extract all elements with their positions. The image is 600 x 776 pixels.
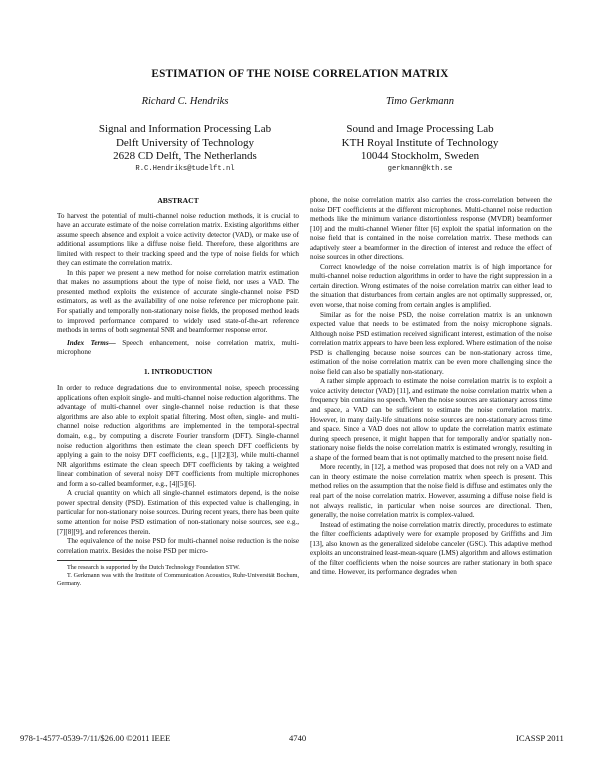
author-2-affiliation: [280, 123, 560, 164]
body-paragraph: phone, the noise correlation matrix also carries the cross-correlation between the noise DFT coefficients at the different microphones. Multi-channel noise reduction methods like the minimum variance distortionless response (MVDR) beamformer [10] and the multi-channel Wiener filter [6] exploit the spatial information on the noise field that is contained in the noise correlation matrix. These methods can adaptively steer a beamformer in the direction of interest and reduce the effect of noise sources in other directions.: [310, 196, 552, 262]
right-column: [310, 196, 552, 578]
body-paragraph: Similar as for the noise PSD, the noise correlation matrix is an unknown expected value that needs to be estimated from the noisy microphone signals. Although noise PSD estimation received significant interest, estimation of the noise correlation matrix appears to have been less explored. Where estimation of the noise PSD is challenging because noise sources can be non-stationary across time, estimation of the noise correlation matrix can be even more challenging since the noise field can also be spatially non-stationary.: [310, 310, 552, 376]
author-2-lab: Sound and Image Processing Lab: [346, 123, 494, 135]
index-terms-text: Speech enhancement, noise correlation matrix, multi-microphone: [57, 338, 299, 357]
body-paragraph: Instead of estimating the noise correlation matrix directly, procedures to estimate the filter coefficients adaptively were for example proposed by Griffiths and Jim [13], also known as the generalized sidelobe canceler (GSC). This adaptive method exploits an unconstrained least-mean-square (LMS) algorithm and allows estimation of the filter coefficients when the noise sources are rather stationary in both space and time. However, its performance degrades when: [310, 520, 552, 577]
author-1-university: Delft University of Technology: [115, 136, 255, 149]
page-number: 4740: [289, 733, 307, 743]
abstract-paragraph: To harvest the potential of multi-channel noise reduction methods, it is crucial to have an accurate estimate of the noise correlation matrix. Existing algorithms either assume speech absence and exploit a voice activity detector (VAD), or make use of additional assumptions like a diffuse noise field. Therefore, these algorithms are limited with respect to their tracking speed and the type of noise fields for which they can estimate the correlation matrix.: [57, 211, 299, 268]
body-paragraph: More recently, in [12], a method was proposed that does not rely on a VAD and can in theory estimate the noise correlation matrix when speech is present. This method relies on the assumption that the noise field is diffuse and estimates only the real part of the noise correlation matrix. However, assuming a diffuse noise field is not always realistic, in particular when noise sources are directional. Then, generally, the noise correlation matrix is complex-valued.: [310, 463, 552, 520]
paper-title: ESTIMATION OF THE NOISE CORRELATION MATRIX: [151, 68, 449, 80]
author-1-address: 2628 CD Delft, The Netherlands: [113, 150, 257, 162]
intro-paragraph: A crucial quantity on which all single-channel estimators depend, is the noise power spectral density (PSD). Estimation of this expected value is challenging, in particular for non-stationary noise sources. During recent years, there has been quite some attention for noise PSD estimation of non-stationary noise sources, see e.g., [7][8][9], and references therein.: [57, 489, 299, 536]
index-terms-label: Index Terms—: [67, 338, 116, 347]
abstract-paragraph: In this paper we present a new method for noise correlation matrix estimation that makes no assumptions about the type of noise field, nor uses a VAD. The presented method exploits the existence of accurate single-channel noise PSD estimators, as well as the availability of one noise reference per microphone pair. For spatially and temporally non-stationary noise fields, the proposed method leads to improved performance compared to widely used state-of-the-art reference methods in terms of both segmental SNR and beamformer response error.: [57, 268, 299, 335]
body-paragraph: Correct knowledge of the noise correlation matrix is of high importance for multi-channel noise reduction algorithms in order to have the right suppression in a certain direction. Wrong estimates of the noise correlation matrix can either lead to the situation that disturbances from certain angles are not optimally suppressed, or, even worse, that noise coming from certain angles is amplified.: [310, 262, 552, 310]
left-column: [57, 196, 299, 588]
footnote: T. Gerkmann was with the Institute of Communication Acoustics, Ruhr-Universität Bochum, Germany.: [57, 572, 299, 588]
footnote-rule: [57, 560, 137, 561]
footer-conference: ICASSP 2011: [516, 733, 564, 743]
author-2-email: gerkmann@kth.se: [387, 165, 453, 173]
intro-paragraph: The equivalence of the noise PSD for multi-channel noise reduction is the noise correlation matrix. Besides the noise PSD per micro-: [57, 537, 299, 555]
author-2-university: KTH Royal Institute of Technology: [341, 136, 499, 149]
footer-isbn: 978-1-4577-0539-7/11/$26.00 ©2011 IEEE: [20, 733, 171, 743]
introduction-heading: 1. INTRODUCTION: [143, 366, 213, 376]
abstract-heading: ABSTRACT: [157, 196, 199, 205]
author-1-email: R.C.Hendriks@tudelft.nl: [135, 165, 235, 173]
author-1-lab: Signal and Information Processing Lab: [98, 123, 272, 135]
author-2-name: Timo Gerkmann: [386, 96, 454, 107]
body-paragraph: A rather simple approach to estimate the noise correlation matrix is to exploit a voice activity detector (VAD) [11], and estimate the noise correlation matrix when a frequency bin contains no speech. When the noise sources are stationary across time and space, a VAD can be sufficient to estimate the noise correlation matrix. However, in many daily-life situations noise sources are non-stationary across time and space. Since a VAD does not allow to update the correlation matrix estimate during speech presence, it might happen that for temporally and/or spatially non-stationary noise fields the noise correlation matrix is estimated wrongly, resulting in a shape of the formed beam that is not optimally matched to the present noise field.: [310, 377, 552, 462]
author-1-name: Richard C. Hendriks: [141, 96, 229, 107]
intro-paragraph: In order to reduce degradations due to environmental noise, speech processing applications often exploit single- and multi-channel noise reduction algorithms. The advantage of multi-channel over single-channel noise reduction is that these algorithms are also able to exploit spatial filtering. Most often, single- and multi-channel noise reduction algorithms are implemented in the temporal-spectral domain, e.g., by computing a discrete Fourier transform (DFT). Single-channel noise reduction algorithms then estimate the clean speech DFT coefficients by applying a gain to the noisy DFT coefficients, e.g., [1][2][3], while multi-channel NR algorithms estimate the clean speech DFT coefficients by taking a weighted linear combination of several noisy DFT coefficients from multiple microphones and form a so-called beamformer, e.g., [4][5][6].: [57, 384, 299, 488]
author-2-address: 10044 Stockholm, Sweden: [360, 150, 480, 162]
index-terms: [57, 339, 299, 358]
footnote: The research is supported by the Dutch Technology Foundation STW.: [67, 564, 240, 572]
